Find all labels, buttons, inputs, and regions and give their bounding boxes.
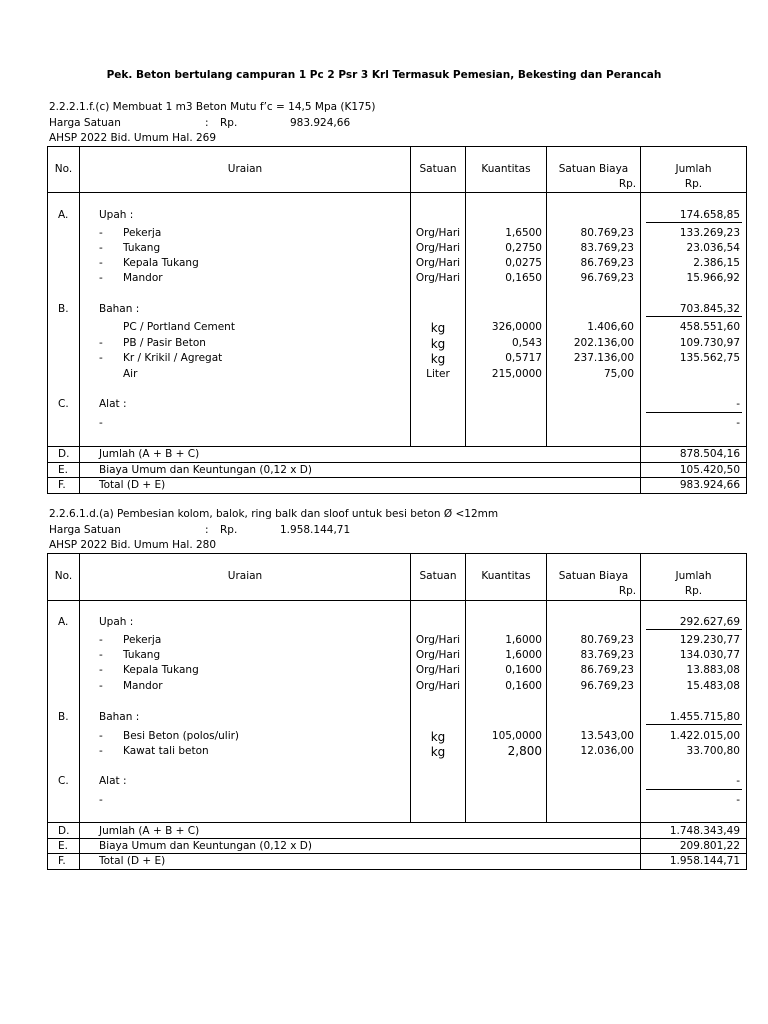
row-satuan: Org/Hari	[415, 242, 461, 254]
header-uraian: Uraian	[227, 570, 263, 582]
row-price: 202.136,00	[573, 337, 634, 349]
header-satuan: Satuan	[419, 570, 457, 582]
cost-table: No. Uraian Satuan Kuantitas Satuan Biaya Rp. Jumlah Rp. A. Upah : 174.658,85 - Pekerja Org/Hari 1,6500 80.769,23 133.269,23 - Tukang Org/Hari 0,2750 83.769,23 23.036,54 - Kepala Tukang Org/Hari 0,0275 86.769,23 2.386,15 - Mandor Org/Hari 0,1650 96.769,23 15.966,92 B. Bahan : 703.845,32 PC / Portland Cement kg 326,0000 1.406,60 458.551,60 - PB / Pasir Beton kg 0,543 202.136,00 109.730,97 - Kr / Krikil / Agregat kg 0,5717 237.136,00 135.562,75 Air Liter 215,0000 75,00 C. Alat : - - - D. Jumlah (A + B + C) 878.504,16 E. Biaya Umum dan Keuntungan (0,12 x D) 105.420,50 F. Total (D + E) 983.924,66	[47, 146, 747, 494]
group-title: Upah :	[99, 616, 134, 628]
item-code: 2.2.2.1.f.(c) Membuat 1 m3 Beton Mutu f’c = 14,5 Mpa (K175)	[49, 101, 376, 113]
group-title: Upah :	[99, 209, 134, 221]
summary-label: E.	[58, 840, 68, 852]
group-label: A.	[58, 209, 69, 221]
alat-total: -	[736, 794, 740, 806]
row-qty: 0,1600	[505, 680, 542, 692]
header-satuan-biaya-rp: Rp.	[618, 178, 637, 190]
header-satuan: Satuan	[419, 163, 457, 175]
row-name: Kepala Tukang	[123, 664, 199, 676]
harga-satuan-label: Harga Satuan	[49, 117, 121, 129]
header-satuan-biaya: Satuan Biaya	[558, 163, 629, 175]
header-uraian: Uraian	[227, 163, 263, 175]
summary-value: 983.924,66	[679, 479, 740, 491]
row-satuan: kg	[430, 352, 446, 366]
summary-value: 878.504,16	[679, 448, 740, 460]
row-qty: 1,6500	[505, 227, 542, 239]
header-satuan-biaya-rp: Rp.	[618, 585, 637, 597]
row-name: Mandor	[123, 272, 163, 284]
row-name: Air	[123, 368, 138, 380]
row-qty: 1,6000	[505, 649, 542, 661]
item-code: 2.2.6.1.d.(a) Pembesian kolom, balok, ring balk dan sloof untuk besi beton Ø <12mm	[49, 508, 499, 520]
row-name: Kawat tali beton	[123, 745, 209, 757]
row-price: 237.136,00	[573, 352, 634, 364]
header-kuantitas: Kuantitas	[481, 163, 531, 175]
row-price: 86.769,23	[580, 664, 634, 676]
header-jumlah: Jumlah	[675, 163, 712, 175]
row-total: 23.036,54	[686, 242, 740, 254]
currency-label: Rp.	[220, 117, 238, 129]
row-qty: 0,1600	[505, 664, 542, 676]
row-satuan: Org/Hari	[415, 227, 461, 239]
row-total: 109.730,97	[679, 337, 740, 349]
row-total: 134.030,77	[679, 649, 740, 661]
header-kuantitas: Kuantitas	[481, 570, 531, 582]
row-qty: 215,0000	[491, 368, 542, 380]
row-price: 80.769,23	[580, 227, 634, 239]
row-satuan: Liter	[426, 368, 450, 380]
group-total: 292.627,69	[679, 616, 740, 628]
row-satuan: Org/Hari	[415, 680, 461, 692]
row-satuan: Org/Hari	[415, 257, 461, 269]
row-total: 15.966,92	[686, 272, 740, 284]
row-price: 13.543,00	[580, 730, 634, 742]
row-total: 33.700,80	[686, 745, 740, 757]
summary-text: Biaya Umum dan Keuntungan (0,12 x D)	[99, 464, 312, 476]
header-jumlah-rp: Rp.	[684, 178, 703, 190]
summary-value: 1.958.144,71	[669, 855, 740, 867]
colon: :	[205, 117, 209, 129]
row-qty: 105,0000	[491, 730, 542, 742]
summary-text: Jumlah (A + B + C)	[99, 448, 200, 460]
row-name: Tukang	[123, 242, 161, 254]
header-jumlah-rp: Rp.	[684, 585, 703, 597]
row-price: 83.769,23	[580, 242, 634, 254]
cost-table: No. Uraian Satuan Kuantitas Satuan Biaya Rp. Jumlah Rp. A. Upah : 292.627,69 - Pekerja Org/Hari 1,6000 80.769,23 129.230,77 - Tukang Org/Hari 1,6000 83.769,23 134.030,77 - Kepala Tukang Org/Hari 0,1600 86.769,23 13.883,08 - Mandor Org/Hari 0,1600 96.769,23 15.483,08 B. Bahan : 1.455.715,80 - Besi Beton (polos/ulir) kg 105,0000 13.543,00 1.422.015,00 - Kawat tali beton kg 2,800 12.036,00 33.700,80 C. Alat : - - - D. Jumlah (A + B + C) 1.748.343,49 E. Biaya Umum dan Keuntungan (0,12 x D) 209.801,22 F. Total (D + E) 1.958.144,71	[47, 553, 747, 870]
header-jumlah: Jumlah	[675, 570, 712, 582]
row-name: PC / Portland Cement	[123, 321, 235, 333]
row-qty: 2,800	[507, 744, 542, 758]
group-title: Alat :	[99, 398, 127, 410]
ahsp-reference: AHSP 2022 Bid. Umum Hal. 280	[49, 539, 217, 551]
row-total: 135.562,75	[679, 352, 740, 364]
row-total: 13.883,08	[686, 664, 740, 676]
group-label: B.	[58, 711, 69, 723]
row-name: Pekerja	[123, 227, 162, 239]
summary-label: F.	[58, 479, 66, 491]
row-name: Mandor	[123, 680, 163, 692]
row-price: 1.406,60	[587, 321, 634, 333]
alat-total: -	[736, 417, 740, 429]
row-satuan: kg	[430, 337, 446, 351]
header-no: No.	[54, 570, 73, 582]
header-no: No.	[54, 163, 73, 175]
group-title: Bahan :	[99, 711, 140, 723]
row-satuan: kg	[430, 730, 446, 744]
row-name: Tukang	[123, 649, 161, 661]
row-qty: 0,543	[511, 337, 542, 349]
currency-label: Rp.	[220, 524, 238, 536]
row-qty: 0,5717	[505, 352, 542, 364]
group-label: B.	[58, 303, 69, 315]
row-qty: 0,0275	[505, 257, 542, 269]
colon: :	[205, 524, 209, 536]
harga-satuan-value: 1.958.144,71	[280, 524, 351, 536]
row-total: 133.269,23	[679, 227, 740, 239]
row-qty: 326,0000	[491, 321, 542, 333]
row-price: 83.769,23	[580, 649, 634, 661]
row-satuan: kg	[430, 745, 446, 759]
row-price: 80.769,23	[580, 634, 634, 646]
row-name: Pekerja	[123, 634, 162, 646]
row-satuan: kg	[430, 321, 446, 335]
summary-label: D.	[58, 825, 70, 837]
page-title: Pek. Beton bertulang campuran 1 Pc 2 Psr 3 Krl Termasuk Pemesian, Bekesting dan Perancah	[106, 69, 662, 81]
alat-dash: -	[99, 794, 103, 806]
summary-text: Jumlah (A + B + C)	[99, 825, 200, 837]
summary-label: E.	[58, 464, 68, 476]
group-total: 174.658,85	[679, 209, 740, 221]
row-name: Besi Beton (polos/ulir)	[123, 730, 240, 742]
row-name: Kr / Krikil / Agregat	[123, 352, 223, 364]
group-label: C.	[58, 398, 69, 410]
row-total: 2.386,15	[693, 257, 740, 269]
row-qty: 0,1650	[505, 272, 542, 284]
harga-satuan-label: Harga Satuan	[49, 524, 121, 536]
group-total: 1.455.715,80	[669, 711, 740, 723]
summary-value: 1.748.343,49	[669, 825, 740, 837]
row-name: Kepala Tukang	[123, 257, 199, 269]
group-title: Alat :	[99, 775, 127, 787]
ahsp-reference: AHSP 2022 Bid. Umum Hal. 269	[49, 132, 217, 144]
summary-text: Total (D + E)	[99, 855, 166, 867]
row-price: 96.769,23	[580, 680, 634, 692]
summary-text: Biaya Umum dan Keuntungan (0,12 x D)	[99, 840, 312, 852]
row-satuan: Org/Hari	[415, 649, 461, 661]
summary-label: F.	[58, 855, 66, 867]
group-total: -	[736, 398, 740, 410]
row-price: 96.769,23	[580, 272, 634, 284]
row-name: PB / Pasir Beton	[123, 337, 206, 349]
row-total: 15.483,08	[686, 680, 740, 692]
row-qty: 0,2750	[505, 242, 542, 254]
row-total: 129.230,77	[679, 634, 740, 646]
row-total: 458.551,60	[679, 321, 740, 333]
row-satuan: Org/Hari	[415, 634, 461, 646]
group-total: -	[736, 775, 740, 787]
group-title: Bahan :	[99, 303, 140, 315]
group-total: 703.845,32	[679, 303, 740, 315]
row-qty: 1,6000	[505, 634, 542, 646]
alat-dash: -	[99, 417, 103, 429]
header-satuan-biaya: Satuan Biaya	[558, 570, 629, 582]
harga-satuan-value: 983.924,66	[290, 117, 351, 129]
summary-value: 105.420,50	[679, 464, 740, 476]
row-satuan: Org/Hari	[415, 664, 461, 676]
group-label: A.	[58, 616, 69, 628]
summary-value: 209.801,22	[679, 840, 740, 852]
summary-label: D.	[58, 448, 70, 460]
row-total: 1.422.015,00	[669, 730, 740, 742]
summary-text: Total (D + E)	[99, 479, 166, 491]
row-price: 12.036,00	[580, 745, 634, 757]
group-label: C.	[58, 775, 69, 787]
row-satuan: Org/Hari	[415, 272, 461, 284]
row-price: 75,00	[603, 368, 634, 380]
row-price: 86.769,23	[580, 257, 634, 269]
